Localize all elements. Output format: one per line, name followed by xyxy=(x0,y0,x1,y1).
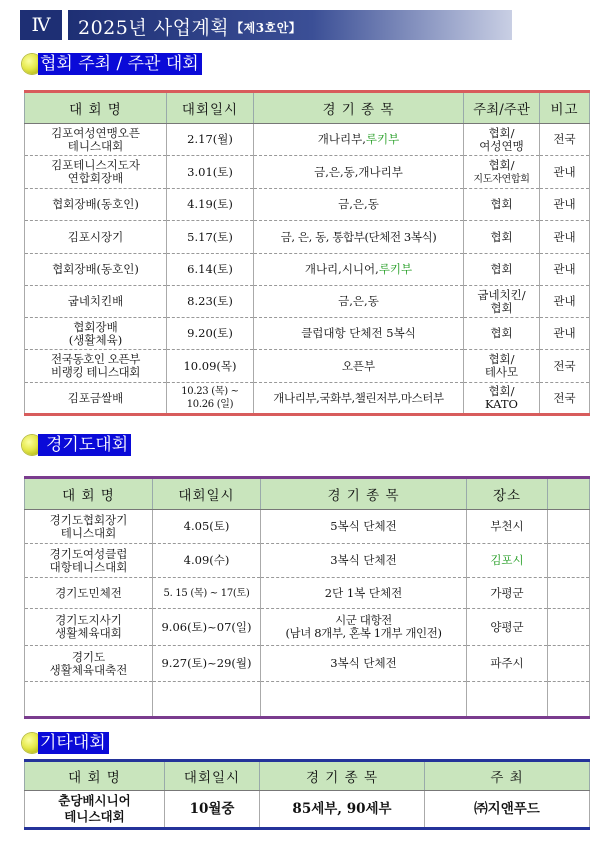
tournament-name: 경기도민체전 xyxy=(25,578,153,609)
tournament-events: 금,은,동,개나리부 xyxy=(254,156,464,189)
section-title-gyeonggi xyxy=(22,433,131,457)
tournament-events: 개나리,시니어,루키부 xyxy=(254,254,464,286)
header-bar xyxy=(68,10,512,40)
column-header: 대회일시 xyxy=(165,761,260,791)
table-row xyxy=(25,682,590,718)
tournament-events: 85세부, 90세부 xyxy=(260,791,425,829)
tournament-name: 협회장배 (생활체육) xyxy=(25,318,167,350)
tournament-name xyxy=(25,682,153,718)
chapter-number: Ⅳ xyxy=(20,10,62,40)
tournament-events: 금,은,동 xyxy=(254,189,464,221)
tournament-host: 협회/ 테사모 xyxy=(464,350,540,383)
tournament-name: 춘당배시니어 테니스대회 xyxy=(25,791,165,829)
tournament-date: 2.17(월) xyxy=(167,124,254,156)
tournament-place: 양평군 xyxy=(467,609,548,646)
tournament-place xyxy=(467,682,548,718)
tournament-date xyxy=(153,682,261,718)
tournament-name: 김포여성연맹오픈 테니스대회 xyxy=(25,124,167,156)
tournament-name: 협회장배(동호인) xyxy=(25,189,167,221)
column-header: 대회일시 xyxy=(167,92,254,124)
tournament-name: 김포테니스지도자 연합회장배 xyxy=(25,156,167,189)
tournament-events: 5복식 단체전 xyxy=(261,510,467,544)
tournament-date: 5. 15 (목) ~ 17(토) xyxy=(153,578,261,609)
table-row xyxy=(25,791,590,829)
tournament-note: 전국 xyxy=(540,124,590,156)
tournament-events: 시군 대항전 (남녀 8개부, 혼복 1개부 개인전) xyxy=(261,609,467,646)
table-header-row xyxy=(25,92,590,124)
tournament-host: 협회 xyxy=(464,318,540,350)
tournament-name: 경기도여성클럽 대항테니스대회 xyxy=(25,544,153,578)
tournament-note: 관내 xyxy=(540,318,590,350)
tournament-place: 부천시 xyxy=(467,510,548,544)
tournament-host: 협회 xyxy=(464,189,540,221)
tournament-date: 6.14(토) xyxy=(167,254,254,286)
tournament-name: 김포금쌀배 xyxy=(25,383,167,415)
tournament-note: 관내 xyxy=(540,254,590,286)
table-header-row xyxy=(25,761,590,791)
tournament-name: 전국동호인 오픈부 비랭킹 테니스대회 xyxy=(25,350,167,383)
tournament-note: 전국 xyxy=(540,350,590,383)
table-row xyxy=(25,578,590,609)
tournament-events: 2단 1복 단체전 xyxy=(261,578,467,609)
table-row xyxy=(25,383,590,415)
tournament-note: 관내 xyxy=(540,286,590,318)
tournament-name: 경기도협회장기 테니스대회 xyxy=(25,510,153,544)
column-header: 경 기 종 목 xyxy=(261,478,467,510)
tournament-host: 협회/ 지도자연합회 xyxy=(464,156,540,189)
empty-cell xyxy=(548,510,590,544)
column-header: 주최/주관 xyxy=(464,92,540,124)
empty-cell xyxy=(548,578,590,609)
table-row xyxy=(25,318,590,350)
column-header: 대 회 명 xyxy=(25,92,167,124)
tournament-date: 4.05(토) xyxy=(153,510,261,544)
column-header: 대 회 명 xyxy=(25,478,153,510)
table-row xyxy=(25,646,590,682)
tournament-host: 협회/ 여성연맹 xyxy=(464,124,540,156)
tournament-host: ㈜지앤푸드 xyxy=(425,791,590,829)
section-title-association xyxy=(22,52,202,76)
tournament-date: 9.20(토) xyxy=(167,318,254,350)
table-row xyxy=(25,254,590,286)
table-row xyxy=(25,189,590,221)
table-row xyxy=(25,510,590,544)
tournament-name: 협회장배(동호인) xyxy=(25,254,167,286)
tournament-date: 5.17(토) xyxy=(167,221,254,254)
tournament-name: 경기도지사기 생활체육대회 xyxy=(25,609,153,646)
tournament-host: 협회/ KATO xyxy=(464,383,540,415)
empty-cell xyxy=(548,609,590,646)
column-header: 경 기 종 목 xyxy=(254,92,464,124)
tournament-place: 가평군 xyxy=(467,578,548,609)
section-label: 기타대회 xyxy=(38,732,109,754)
empty-cell xyxy=(548,544,590,578)
tournament-name: 김포시장기 xyxy=(25,221,167,254)
tournament-host: 협회 xyxy=(464,221,540,254)
table-row xyxy=(25,124,590,156)
empty-cell xyxy=(548,682,590,718)
tournament-note: 전국 xyxy=(540,383,590,415)
column-header: 대 회 명 xyxy=(25,761,165,791)
page-title: 2025년 사업계획 【제3호안】 xyxy=(78,17,302,39)
table-row xyxy=(25,609,590,646)
table-row xyxy=(25,350,590,383)
tournament-date: 10.09(목) xyxy=(167,350,254,383)
table-row xyxy=(25,544,590,578)
tournament-events: 3복식 단체전 xyxy=(261,544,467,578)
tournament-events: 개나리부,국화부,챌린저부,마스터부 xyxy=(254,383,464,415)
table-row xyxy=(25,156,590,189)
tournament-date: 4.09(수) xyxy=(153,544,261,578)
column-header: 경 기 종 목 xyxy=(260,761,425,791)
tournament-host: 협회 xyxy=(464,254,540,286)
tournament-date: 9.27(토)~29(월) xyxy=(153,646,261,682)
tournament-date: 3.01(토) xyxy=(167,156,254,189)
column-header: 비고 xyxy=(540,92,590,124)
column-header: 대회일시 xyxy=(153,478,261,510)
gyeonggi-tournament-table xyxy=(24,476,590,719)
column-header: 장소 xyxy=(467,478,548,510)
tournament-host: 굽네치킨/ 협회 xyxy=(464,286,540,318)
other-tournament-table xyxy=(24,759,590,830)
tournament-date: 10월중 xyxy=(165,791,260,829)
tournament-date: 9.06(토)~07(일) xyxy=(153,609,261,646)
tournament-events: 금,은,동 xyxy=(254,286,464,318)
tournament-place: 파주시 xyxy=(467,646,548,682)
tournament-events: 3복식 단체전 xyxy=(261,646,467,682)
section-label: 경기도대회 xyxy=(38,434,131,456)
table-row xyxy=(25,221,590,254)
draft-label: 【제3호안】 xyxy=(231,21,302,35)
tournament-events: 개나리부,루키부 xyxy=(254,124,464,156)
tournament-date: 8.23(토) xyxy=(167,286,254,318)
column-header xyxy=(548,478,590,510)
tournament-name: 경기도 생활체육대축전 xyxy=(25,646,153,682)
tournament-date: 10.23 (목) ~ 10.26 (일) xyxy=(167,383,254,415)
tournament-place: 김포시 xyxy=(467,544,548,578)
tournament-name: 굽네치킨배 xyxy=(25,286,167,318)
column-header: 주 최 xyxy=(425,761,590,791)
section-title-other xyxy=(22,731,109,755)
association-tournament-table xyxy=(24,90,590,416)
table-row xyxy=(25,286,590,318)
tournament-events: 오픈부 xyxy=(254,350,464,383)
tournament-note: 관내 xyxy=(540,189,590,221)
tournament-date: 4.19(토) xyxy=(167,189,254,221)
tournament-note: 관내 xyxy=(540,156,590,189)
tournament-events xyxy=(261,682,467,718)
table-header-row xyxy=(25,478,590,510)
section-label: 협회 주최 / 주관 대회 xyxy=(38,53,202,75)
tournament-events: 클럽대항 단체전 5복식 xyxy=(254,318,464,350)
page-header xyxy=(20,10,512,40)
tournament-note: 관내 xyxy=(540,221,590,254)
empty-cell xyxy=(548,646,590,682)
tournament-events: 금, 은, 동, 통합부(단체전 3복식) xyxy=(254,221,464,254)
